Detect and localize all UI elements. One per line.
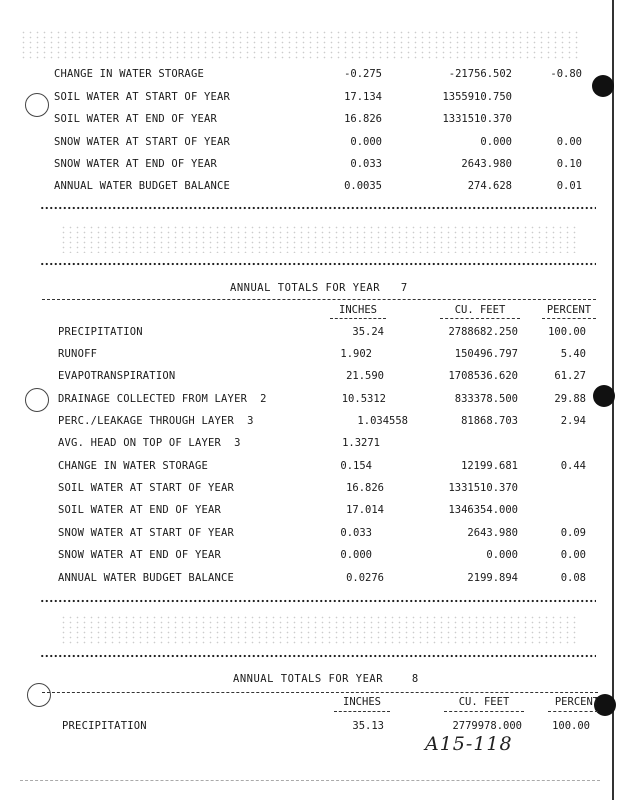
table-row (0, 719, 641, 733)
col-underline (542, 318, 596, 319)
row-percent: 100.00 (552, 720, 590, 732)
section-title-text: ANNUAL TOTALS FOR YEAR (233, 673, 384, 685)
table-row (0, 369, 641, 383)
col-underline (548, 711, 598, 712)
row-percent: 100.00 (548, 326, 586, 338)
col-header-percent: PERCENT (546, 304, 592, 316)
row-percent: 0.08 (560, 572, 586, 584)
row-cu-feet: 1331510.370 (442, 113, 512, 125)
table-row (0, 179, 641, 193)
asterisk-separator (40, 204, 596, 212)
row-inches: 17.134 (344, 91, 382, 103)
row-label: PRECIPITATION (62, 720, 147, 732)
row-cu-feet: 2643.980 (467, 527, 518, 539)
col-header-inches: INCHES (343, 696, 381, 708)
col-underline (334, 711, 390, 712)
row-label: CHANGE IN WATER STORAGE (54, 68, 204, 80)
row-percent: 0.00 (560, 549, 586, 561)
row-cu-feet: -21756.502 (448, 68, 512, 80)
asterisk-separator (40, 597, 596, 605)
table-row (0, 325, 641, 339)
row-cu-feet: 1346354.000 (448, 504, 518, 516)
row-inches: 0.033 (340, 527, 372, 539)
section-year: 7 (400, 282, 408, 294)
row-percent: 2.94 (560, 415, 586, 427)
col-header-percent: PERCENT (554, 696, 600, 708)
scan-noise (60, 615, 580, 645)
row-percent: 0.00 (556, 136, 582, 148)
row-label: SNOW WATER AT END OF YEAR (58, 549, 222, 561)
row-percent: 61.27 (554, 370, 586, 382)
table-row (0, 67, 641, 81)
row-cu-feet: 2199.894 (467, 572, 518, 584)
row-inches: -0.275 (344, 68, 382, 80)
row-cu-feet: 2779978.000 (452, 720, 522, 732)
table-row (0, 548, 641, 562)
row-cu-feet: 0.000 (480, 136, 512, 148)
row-inches: 1.034558 (357, 415, 408, 427)
row-label: AVG. HEAD ON TOP OF LAYER 3 (58, 437, 241, 449)
row-label: CHANGE IN WATER STORAGE (58, 460, 208, 472)
row-inches: 1.3271 (342, 437, 380, 449)
row-label: EVAPOTRANSPIRATION (58, 370, 176, 382)
col-underline (440, 318, 520, 319)
section-title (230, 282, 408, 294)
table-row (0, 481, 641, 495)
table-row (0, 571, 641, 585)
scan-noise (20, 30, 580, 60)
row-label: SOIL WATER AT END OF YEAR (58, 504, 222, 516)
row-inches: 0.154 (340, 460, 372, 472)
row-inches: 10.5312 (341, 393, 386, 405)
row-label: SNOW WATER AT START OF YEAR (58, 527, 235, 539)
asterisk-separator (40, 260, 596, 268)
col-underline (330, 318, 386, 319)
section-title (233, 673, 419, 685)
row-cu-feet: 1708536.620 (448, 370, 518, 382)
table-row (0, 459, 641, 473)
row-inches: 0.0035 (344, 180, 382, 192)
table-row (0, 392, 641, 406)
row-cu-feet: 12199.681 (461, 460, 518, 472)
row-cu-feet: 1331510.370 (448, 482, 518, 494)
table-row (0, 347, 641, 361)
row-inches: 1.902 (340, 348, 372, 360)
row-cu-feet: 2788682.250 (448, 326, 518, 338)
row-cu-feet: 150496.797 (454, 348, 518, 360)
row-cu-feet: 833378.500 (454, 393, 518, 405)
header-divider (42, 692, 598, 693)
row-inches: 35.24 (352, 326, 384, 338)
row-label: ANNUAL WATER BUDGET BALANCE (58, 572, 235, 584)
row-label: DRAINAGE COLLECTED FROM LAYER 2 (58, 393, 267, 405)
section-year: 8 (411, 673, 419, 685)
row-inches: 16.826 (344, 113, 382, 125)
row-label: PERC./LEAKAGE THROUGH LAYER 3 (58, 415, 254, 427)
row-percent: 0.44 (560, 460, 586, 472)
col-underline (444, 711, 524, 712)
section-title-text: ANNUAL TOTALS FOR YEAR (230, 282, 381, 294)
table-row (0, 157, 641, 171)
col-header-inches: INCHES (339, 304, 377, 316)
row-inches: 21.590 (346, 370, 384, 382)
row-percent: 29.88 (554, 393, 586, 405)
handwritten-page-note: A15-118 (425, 733, 513, 755)
asterisk-separator (40, 652, 596, 660)
row-cu-feet: 1355910.750 (442, 91, 512, 103)
row-inches: 0.000 (340, 549, 372, 561)
row-label: SNOW WATER AT START OF YEAR (54, 136, 231, 148)
row-label: SOIL WATER AT END OF YEAR (54, 113, 218, 125)
row-label: PRECIPITATION (58, 326, 143, 338)
row-cu-feet: 0.000 (486, 549, 518, 561)
row-percent: 0.09 (560, 527, 586, 539)
col-header-cu-feet: CU. FEET (458, 696, 510, 708)
row-inches: 16.826 (346, 482, 384, 494)
row-inches: 0.0276 (346, 572, 384, 584)
row-inches: 35.13 (352, 720, 384, 732)
row-label: SNOW WATER AT END OF YEAR (54, 158, 218, 170)
row-inches: 0.033 (350, 158, 382, 170)
bottom-edge-noise (20, 780, 600, 781)
row-label: ANNUAL WATER BUDGET BALANCE (54, 180, 231, 192)
table-row (0, 414, 641, 428)
table-row (0, 526, 641, 540)
row-label: SOIL WATER AT START OF YEAR (58, 482, 235, 494)
row-cu-feet: 2643.980 (461, 158, 512, 170)
col-header-cu-feet: CU. FEET (454, 304, 506, 316)
row-inches: 0.000 (350, 136, 382, 148)
punch-hole (27, 683, 51, 707)
table-row (0, 503, 641, 517)
header-divider (42, 299, 596, 300)
row-cu-feet: 274.628 (467, 180, 512, 192)
row-label: RUNOFF (58, 348, 98, 360)
row-label: SOIL WATER AT START OF YEAR (54, 91, 231, 103)
row-cu-feet: 81868.703 (461, 415, 518, 427)
row-percent: 0.10 (556, 158, 582, 170)
scan-noise (60, 225, 580, 253)
row-percent: 0.01 (556, 180, 582, 192)
table-row (0, 112, 641, 126)
row-inches: 17.014 (346, 504, 384, 516)
table-row (0, 135, 641, 149)
table-row (0, 90, 641, 104)
row-percent: -0.80 (550, 68, 582, 80)
table-row (0, 436, 641, 450)
row-percent: 5.40 (560, 348, 586, 360)
